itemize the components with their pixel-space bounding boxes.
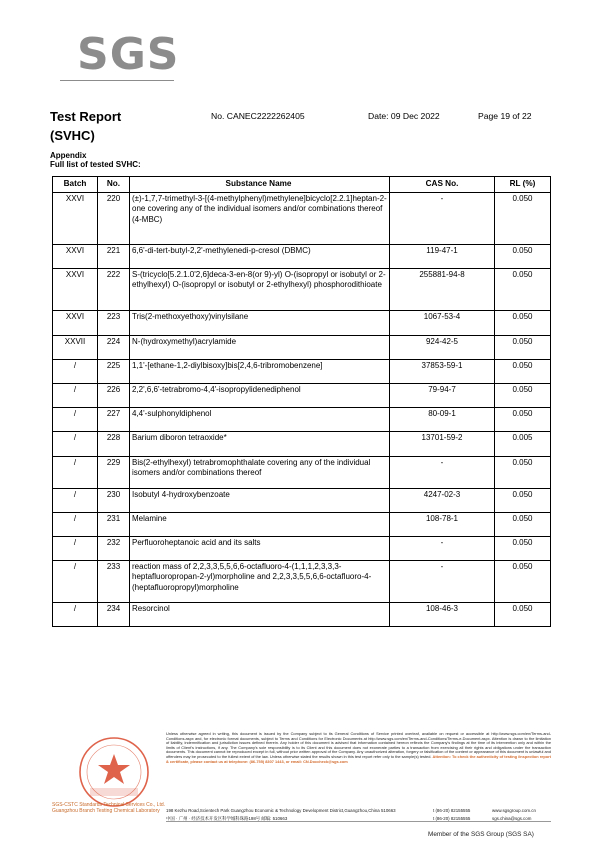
cell-no: 226 [98,383,130,407]
cell-cas-no: 119-47-1 [390,244,495,268]
cell-rl: 0.050 [495,488,551,512]
cell-substance-name: S-(tricyclo[5.2.1.0'2,6]deca-3-en-8(or 9)-yl) O-(isopropyl or isobutyl or 2-ethylhexyl) O-(isopropyl or isobutyl or 2-ethylhexyl) phosphorodithioate [130,268,390,310]
cell-no: 230 [98,488,130,512]
table-row [53,456,551,488]
header-cas-no: CAS No. [390,177,495,193]
table-row [53,192,551,244]
svhc-table [52,176,551,627]
cell-no: 221 [98,244,130,268]
cell-no: 225 [98,359,130,383]
table-row [53,268,551,310]
cell-no: 222 [98,268,130,310]
cell-substance-name: 2,2',6,6'-tetrabromo-4,4'-isopropylidenediphenol [130,383,390,407]
table-row [53,244,551,268]
cell-batch: / [53,512,98,536]
table-header-row [53,177,551,193]
cell-substance-name: Bis(2-ethylhexyl) tetrabromophthalate covering any of the individual isomers and/or combinations thereof [130,456,390,488]
cell-rl: 0.050 [495,560,551,602]
seal-star-icon [98,754,130,784]
cell-substance-name: 4,4'-sulphonyldiphenol [130,407,390,431]
report-title: Test Report [50,109,122,124]
page-number: Page 19 of 22 [478,111,532,121]
legal-disclaimer [166,732,551,764]
cell-substance-name: reaction mass of 2,2,3,3,5,5,6,6-octafluoro-4-(1,1,1,2,3,3,3-heptafluoropropan-2-yl)morpholine and 2,2,3,3,5,5,6,6-octafluoro-4-(heptafluoropropyl)morpholine [130,560,390,602]
cell-cas-no: 13701-59-2 [390,431,495,456]
cell-rl: 0.050 [495,456,551,488]
cell-no: 233 [98,560,130,602]
cell-no: 223 [98,310,130,335]
table-row [53,310,551,335]
address-english: 198 Kezhu Road,Scientech Park Guangzhou Economic & Technology Development District,Guangzhou,China 510663 [166,808,396,813]
cell-batch: XXVI [53,192,98,244]
cell-no: 234 [98,602,130,626]
report-date: Date: 09 Dec 2022 [368,111,440,121]
cell-cas-no: 108-78-1 [390,512,495,536]
cell-no: 220 [98,192,130,244]
table-row [53,488,551,512]
seal-caption-line1: SGS-CSTC Standards Technical Services Co., Ltd. [52,802,166,808]
cell-batch: / [53,560,98,602]
cell-substance-name: Melamine [130,512,390,536]
cell-batch: XXVII [53,335,98,359]
member-of-sgs-group: Member of the SGS Group (SGS SA) [428,831,534,838]
cell-rl: 0.050 [495,192,551,244]
footer-divider [166,821,551,822]
cell-batch: / [53,431,98,456]
cell-batch: / [53,488,98,512]
cell-cas-no: - [390,192,495,244]
table-row [53,407,551,431]
table-row [53,335,551,359]
cell-batch: / [53,602,98,626]
phone-1: t (86-20) 82155555 [433,808,471,813]
cell-cas-no: 80-09-1 [390,407,495,431]
cell-rl: 0.050 [495,536,551,560]
cell-rl: 0.050 [495,407,551,431]
cell-substance-name: Resorcinol [130,602,390,626]
cell-batch: / [53,536,98,560]
table-row [53,602,551,626]
table-row [53,536,551,560]
table-row [53,431,551,456]
cell-cas-no: 1067-53-4 [390,310,495,335]
cell-no: 224 [98,335,130,359]
cell-substance-name: Perfluoroheptanoic acid and its salts [130,536,390,560]
cell-batch: / [53,456,98,488]
cell-rl: 0.050 [495,359,551,383]
cell-cas-no: 4247-02-3 [390,488,495,512]
cell-rl: 0.050 [495,383,551,407]
cell-substance-name: N-(hydroxymethyl)acrylamide [130,335,390,359]
website[interactable]: www.sgsgroup.com.cn [492,808,536,813]
cell-rl: 0.050 [495,512,551,536]
header-rl: RL (%) [495,177,551,193]
cell-rl: 0.050 [495,602,551,626]
cell-cas-no: - [390,560,495,602]
cell-rl: 0.005 [495,431,551,456]
report-number: No. CANEC2222262405 [211,111,305,121]
table-row [53,359,551,383]
cell-rl: 0.050 [495,310,551,335]
list-title: Full list of tested SVHC: [50,160,141,169]
cell-rl: 0.050 [495,244,551,268]
report-subtitle: (SVHC) [50,128,95,143]
phone-2: t (86-20) 82155555 [433,816,471,821]
cell-cas-no: 79-94-7 [390,383,495,407]
table-row [53,383,551,407]
cell-cas-no: 255881-94-8 [390,268,495,310]
cell-cas-no: 924-42-5 [390,335,495,359]
cell-no: 231 [98,512,130,536]
cell-no: 228 [98,431,130,456]
appendix-label: Appendix [50,151,87,160]
cell-batch: XXVI [53,310,98,335]
cell-batch: XXVI [53,268,98,310]
logo-underline [60,80,174,81]
cell-cas-no: 108-46-3 [390,602,495,626]
header-substance-name: Substance Name [130,177,390,193]
seal-caption-line2: Guangzhou Branch Testing Chemical Laboratory [52,808,160,814]
cell-substance-name: Tris(2-methoxyethoxy)vinylsilane [130,310,390,335]
header-batch: Batch [53,177,98,193]
cell-substance-name: 6,6'-di-tert-butyl-2,2'-methylenedi-p-cresol (DBMC) [130,244,390,268]
cell-rl: 0.050 [495,335,551,359]
cell-cas-no: - [390,456,495,488]
cell-substance-name: Barium diboron tetraoxide* [130,431,390,456]
cell-batch: / [53,407,98,431]
cell-rl: 0.050 [495,268,551,310]
cell-substance-name: Isobutyl 4-hydroxybenzoate [130,488,390,512]
table-row [53,512,551,536]
cell-no: 227 [98,407,130,431]
cell-substance-name: (±)-1,7,7-trimethyl-3-[(4-methylphenyl)methylene]bicyclo[2.2.1]heptan-2-one covering any of the individual isomers and/or combinations thereof (4-MBC) [130,192,390,244]
cell-cas-no: - [390,536,495,560]
table-row [53,560,551,602]
email[interactable]: sgs.china@sgs.com [492,816,532,821]
cell-cas-no: 37853-59-1 [390,359,495,383]
address-chinese: 中国 · 广州 · 经济技术开发区科学城科珠路198号 邮编: 510663 [166,816,288,821]
seal-caption [52,802,165,814]
cell-batch: / [53,359,98,383]
cell-batch: / [53,383,98,407]
header-no: No. [98,177,130,193]
sgs-logo: SGS [77,29,180,80]
cell-batch: XXVI [53,244,98,268]
authenticity-attention: Attention: To check the authenticity of testing /inspection report & certificate, please contact us at telephone: (86-755) 8307 1443, or email: CN.Doccheck@sgs.com [166,753,551,764]
disclaimer-text: Unless otherwise agreed in writing, this document is issued by the Company subject to its General Conditions of Service printed overleaf, available on request or accessible at http://www.sgs.com/en/Terms-and-Conditions.aspx and, for electronic format documents, subject to Terms and Conditions for Electronic Documents at http://www.sgs.com/en/Terms-and-Conditions/Terms-e-Document.aspx. Attention is drawn to the limitation of liability, indemnification and jurisdiction issues defined therein. Any holder of this document is advised that information contained hereon reflects the Company's findings at the time of its intervention only and within the limits of Client's instructions, if any. The Company's sole responsibility is to its Client and this document does not exonerate parties to a transaction from exercising all their rights and obligations under the transaction documents. This document cannot be reproduced except in full, without prior written approval of the Company. Any unauthorized alteration, forgery or falsification of the content or appearance of this document is unlawful and offenders may be prosecuted to the fullest extent of the law. Unless otherwise stated the results shown in this test report refer only to the sample(s) tested. [166,731,551,759]
cell-substance-name: 1,1'-[ethane-1,2-diylbisoxy]bis[2,4,6-tribromobenzene] [130,359,390,383]
cell-no: 229 [98,456,130,488]
cell-no: 232 [98,536,130,560]
